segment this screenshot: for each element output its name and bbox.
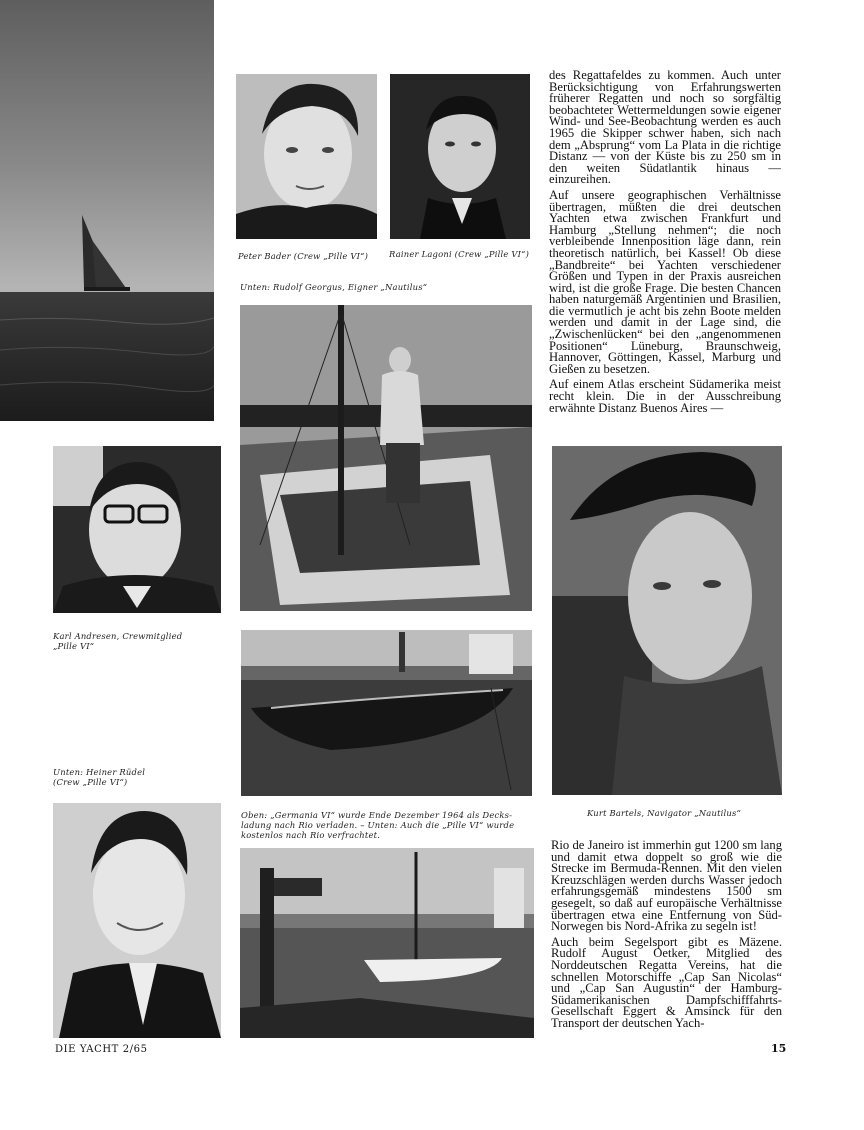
pille-vi-harbour-crane-photo bbox=[240, 848, 534, 1038]
caption-rudolf-georgus: Unten: Rudolf Georgus, Eigner „Nautilus“ bbox=[240, 282, 428, 292]
caption-germania-vi-line: Oben: „Germania VI“ wurde Ende Dezember 1964 als Decks- bbox=[241, 810, 513, 820]
page-number: 15 bbox=[771, 1042, 787, 1055]
germania-vi-deck-cargo-photo bbox=[241, 630, 532, 796]
portrait-heiner-ruedel-photo bbox=[53, 803, 221, 1038]
caption-germania-vi-line: kostenlos nach Rio verfrachtet. bbox=[241, 830, 381, 840]
rudolf-georgus-on-deck-photo bbox=[240, 305, 532, 611]
magazine-footer: DIE YACHT 2/65 bbox=[55, 1044, 148, 1055]
article-paragraph: Auf einem Atlas erscheint Südamerika meist recht klein. Die in der Ausschreibung erwähnte Distanz Buenos Aires — bbox=[549, 377, 781, 415]
sailboat-at-sea-photo bbox=[0, 0, 214, 421]
caption-heiner-ruedel-line: (Crew „Pille VI“) bbox=[53, 777, 128, 787]
article-paragraph: des Regattafeldes zu kommen. Auch unter Berücksichtigung von Erfahrungswerten früherer Regatten und noch so sorgfältig beobachteter Wettermeldungen sowie eigener Wind- und See-Beobachtung werden es auch 1965 die Skipper schwer haben, sich nach dem „Absprung“ vom La Plata in die richtige Distanz — von der Küste bis zu 250 sm in den weiten Südatlantik hinaus — einzureihen. bbox=[549, 68, 781, 187]
portrait-peter-bader-photo bbox=[236, 74, 377, 239]
portrait-karl-andresen-photo bbox=[53, 446, 221, 613]
caption-heiner-ruedel-line: Unten: Heiner Rüdel bbox=[53, 767, 146, 777]
caption-heiner-ruedel bbox=[53, 767, 145, 787]
portrait-rainer-lagoni-photo bbox=[390, 74, 530, 239]
caption-rainer-lagoni: Rainer Lagoni (Crew „Pille VI“) bbox=[389, 249, 530, 259]
portrait-kurt-bartels-photo bbox=[552, 446, 782, 795]
caption-karl-andresen-line: Karl Andresen, Crewmitglied bbox=[53, 631, 183, 641]
caption-germania-vi-line: ladung nach Rio verladen. – Unten: Auch die „Pille VI“ wurde bbox=[241, 820, 515, 830]
article-paragraph: Auch beim Segelsport gibt es Mäzene. Rudolf August Oetker, Mitglied des Norddeutschen Regatta Vereins, hat die schnellen Motorschiffe „Cap San Nicolas“ und „Cap San Augustin“ der Hamburg-Südamerikanischen Dampfschifffahrts-Gesellschaft Eggert & Amsinck für den Transport der deutschen Yach- bbox=[551, 934, 782, 1030]
article-column-bottom bbox=[551, 840, 782, 1034]
article-paragraph: Auf unsere geographischen Verhältnisse übertragen, müßten die drei deutschen Yachten etwa zwischen Frankfurt und Hamburg „Stellung nehmen“; die noch verbleibende Innenposition läge dann, rein theoretisch natürlich, bei Kassel! Ob diese „Bandbreite“ bei Yachten verschiedener Größen und Typen in der Praxis ausreichen wird, ist die große Frage. Die besten Chancen haben naturgemäß Argentinien und Brasilien, die vermutlich je acht bis zehn Boote melden werden und damit in der Lage sind, die „Zwischenlücken“ bei den „angenommenen Positionen“ Lüneburg, Braunschweig, Hannover, Göttingen, Kassel, Marburg und Gießen zu besetzen. bbox=[549, 187, 781, 376]
caption-karl-andresen bbox=[53, 631, 182, 651]
article-paragraph: Rio de Janeiro ist immerhin gut 1200 sm lang und damit etwa doppelt so groß wie die Strecke im Bermuda-Rennen. Mit den vielen Kreuzschlägen werden durchs Wasser jedoch erfahrungsgemäß mindestens 1500 sm gesegelt, so daß auf europäische Verhältnisse übertragen etwa eine Entfernung von Süd-Norwegen bis Nord-Afrika zu segeln ist! bbox=[551, 838, 782, 934]
caption-karl-andresen-line: „Pille VI“ bbox=[53, 641, 95, 651]
article-column-top bbox=[549, 70, 781, 418]
caption-germania-vi bbox=[241, 810, 536, 840]
caption-peter-bader: Peter Bader (Crew „Pille VI“) bbox=[238, 251, 369, 261]
caption-kurt-bartels: Kurt Bartels, Navigator „Nautilus“ bbox=[587, 808, 741, 818]
